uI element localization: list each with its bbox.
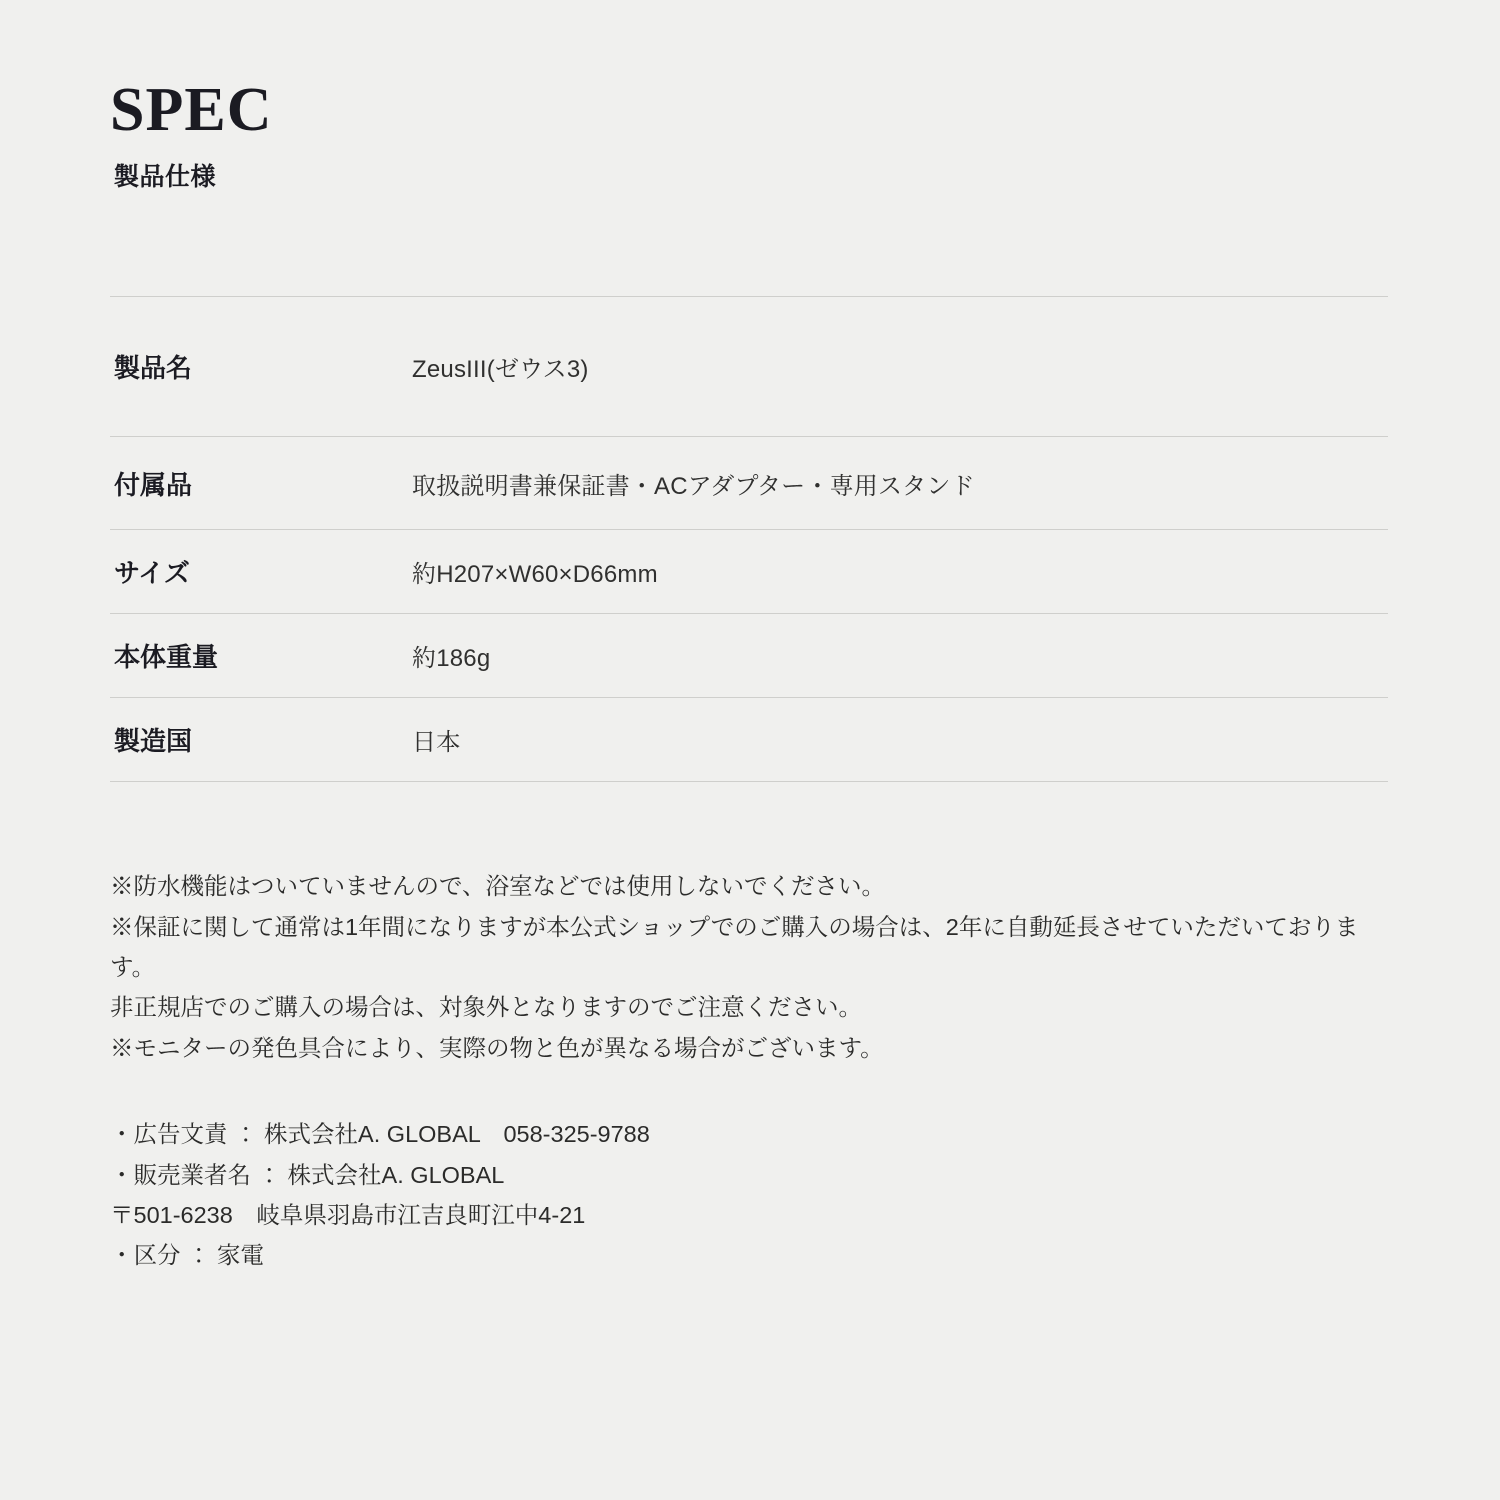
table-row	[110, 437, 1388, 530]
spec-value: 約H207×W60×D66mm	[412, 561, 658, 589]
spec-table	[110, 296, 1388, 782]
contact-block	[110, 1114, 1390, 1276]
note-line: ※保証に関して通常は1年間になりますが本公式ショップでのご購入の場合は、2年に自動延長させていただいております。	[110, 913, 1359, 980]
note-line: 非正規店でのご購入の場合は、対象外となりますのでご注意ください。	[110, 994, 862, 1021]
spec-label: サイズ	[114, 558, 190, 589]
spec-label: 付属品	[114, 469, 193, 500]
note-line: ※モニターの発色具合により、実際の物と色が異なる場合がございます。	[110, 1034, 884, 1061]
spec-label: 製造国	[114, 726, 193, 757]
note-line: ※防水機能はついていませんので、浴室などでは使用しないでください。	[110, 873, 886, 900]
spec-value: 取扱説明書兼保証書・ACアダプター・専用スタンド	[412, 472, 975, 500]
table-row	[110, 297, 1388, 437]
page-subtitle: 製品仕様	[114, 163, 217, 192]
spec-label: 本体重量	[114, 642, 219, 673]
spec-value: ZeusIII(ゼウス3)	[412, 356, 589, 384]
contact-line: ・広告文責 ： 株式会社A. GLOBAL 058-325-9788	[110, 1121, 650, 1148]
spec-value: 日本	[412, 729, 461, 757]
contact-line: ・区分 ： 家電	[110, 1242, 265, 1269]
contact-line: ・販売業者名 ： 株式会社A. GLOBAL	[110, 1161, 505, 1188]
page-header	[110, 0, 1390, 193]
table-row	[110, 698, 1388, 782]
contact-line: 〒501-6238 岐阜県羽島市江吉良町江中4-21	[110, 1201, 586, 1228]
spec-label: 製品名	[114, 353, 193, 384]
page-title: SPEC	[110, 76, 273, 144]
notes-block	[110, 866, 1395, 1068]
table-row	[110, 530, 1388, 614]
spec-value: 約186g	[412, 645, 491, 673]
table-row	[110, 614, 1388, 698]
